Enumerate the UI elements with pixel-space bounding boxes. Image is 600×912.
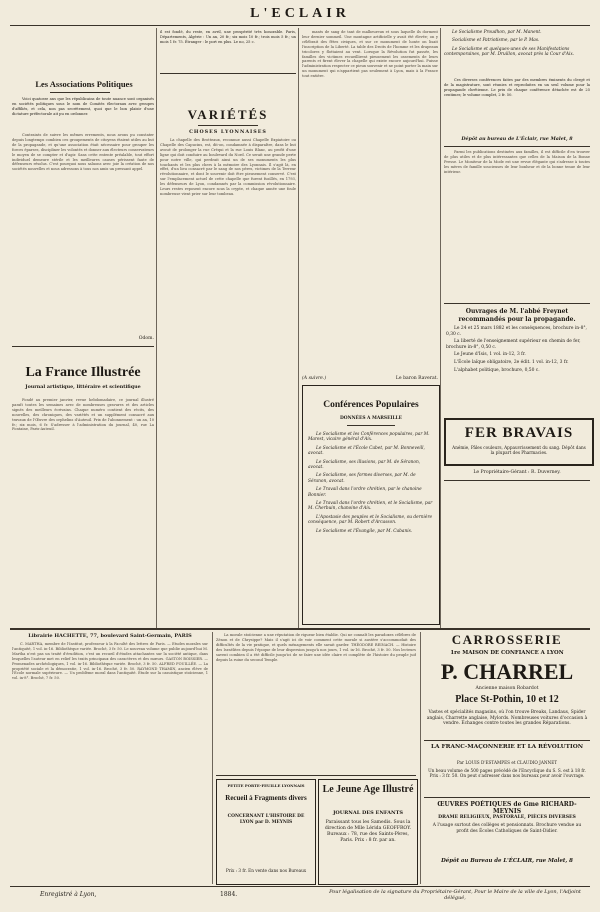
ad-body: Fondé au premier janvier, revue hebdomadaire, ce journal illustré paraît toutes les semaines avec de nombreuses gravures et des articles signés des meilleurs écrivains. Chaque numéro contient des récits, des nouvelles, des chroniques, des variétés et un supplément consacré aux travaux de l'Œuvre des orphelins d'Auteuil. Prix de l'abonnement : un an, 10 fr.; six mois, 6 fr. S'adresser à l'administration du journal, 40, rue La Fontaine, Paris-Auteuil. [12,398,154,432]
franc-maconnerie-title: LA FRANC-MAÇONNERIE ET LA RÉVOLUTION [430,744,584,750]
section-rule [160,73,296,74]
carrosserie-address: Place St-Pothin, 10 et 12 [455,694,559,705]
column-divider [440,28,441,628]
article-intro: Voici quatorze ans que les républicains de toute nuance sont organisés en sociétés politiques sous le nom de Comités électoraux avec groupes d'affiliés, et cela, non pas secrètement, quoi que le bon plaisir d'une dictature préfectorale ait pu en ordonner. [12,97,154,116]
footer-rule [10,886,590,887]
list-item: L'alphabet politique, brochure, 0,50 c. [454,367,540,373]
list-item: L'École laïque obligatoire, 2e édit. 1 vol. in-12, 3 fr. [454,359,569,365]
oeuvres-depot: Dépôt au Bureau de L'ÉCLAIR, rue Malet, 8 [441,858,573,864]
section-rule [444,146,590,147]
library-header: Librairie HACHETTE, 77, boulevard Saint-Germain, PARIS [28,633,192,639]
ouvrages-list [446,326,588,375]
section-rule [424,740,590,741]
carrosserie-name: P. CHARREL [440,659,574,684]
conferences-subtitle: DONNÉES A MARSEILLE [340,416,402,421]
column-divider [420,632,421,884]
jeune-age-title: Le Jeune Age Illustré [322,784,414,795]
note-body: Parmi les publications destinées aux familles, il est difficile d'en trouver de plus utiles et de plus intéressantes que celles de la Maison de la Bonne Presse. Le Moniteur de la Mode est une revue élégante qui s'adresse à toutes les mères de famille soucieuses de leur bonheur et de la bonne tenue de leur intérieur. [444,150,590,174]
page-masthead: L'ECLAIR [250,6,350,21]
list-item: La liberté de l'enseignement supérieur en chemin de fer, brochure in-8°, 0,50 c. [446,339,581,350]
section-rule [444,303,590,304]
library-body: C. MARTHA, membre de l'Institut, professeur à la Faculté des lettres de Paris. — Études morales sur l'antiquité, 1 vol. in-16. Bibliothèque variée. Broché, 3 fr. 50. Le nouveau volume que publie aujourd'hui M. Martha n'est pas un traité d'érudition, c'est un recueil d'études attachantes sur la société antique, dans lesquelles l'auteur met en relief les traits principaux des caractères et des mœurs. GASTON BOISSIER. — Promenades archéologiques, 1 vol. in-16. Bibliothèque variée. Broché, 3 fr. 50. ALFRED FOUILLÉE. — La propriété sociale et la démocratie, 1 vol. in-16. Broché, 3 fr. 50. RAYMOND THAMIN, ancien élève de l'École normale supérieure. — Un problème moral dans l'antiquité. Étude sur la casuistique stoïcienne, 1 vol. in-8°. Broché, 7 fr. 50. [12,642,208,681]
section-heading: VARIÉTÉS [187,107,269,122]
oeuvres-title: ŒUVRES POÉTIQUES de Gme RICHARD-MEYNIS [437,801,577,815]
footer-year: 1884. [220,891,238,898]
ouvrages-title: Ouvrages de M. l'abbé Freynet recommandés pour la propagande. [458,308,576,323]
list-item: Le Socialisme et les Conférences populaires, par M. Marest, vicaire général d'Aix. [308,432,430,443]
section-rule [444,480,590,481]
list-item: Le Travail dans l'ordre chrétien, et le Socialisme, par M. Cherbuin, chanoine d'Aix. [308,501,433,512]
jeune-age-subtitle: JOURNAL DES ENFANTS [333,810,403,816]
subscription-info: il est fondé, du reste, en avril, une prospérité très honorable. Paris, Départements, Algérie : Un an, 20 fr.; six mois 10 fr.; trois mois 5 fr.; un mois 1 fr. 75. Étranger : le port en plus. Le no, 25 c. [160,30,296,44]
list-item: Le Socialisme, ses formes diverses, par M. de Séranon, avocat. [308,473,416,484]
to-be-continued: (A suivre.) [302,376,327,381]
jeune-age-body: Paraissant tous les Samedis. Sous la direction de Mlle Lérida GEOFFROY. Bureaux : 78, rue des Saints-Pères, Paris. Prix : 8 fr. par an. [324,820,412,843]
bottom-section-rule [10,628,590,630]
footer-legalisation: Pour légalisation de la signature du Propriétaire-Gérant, Pour le Maire de la ville de Lyon, l'Adjoint délégué, [329,889,581,902]
recueil-price: Prix : 3 fr. En vente dans nos Bureaux [225,868,307,873]
carrosserie-subtitle: 1re MAISON DE CONFIANCE A LYON [450,650,564,656]
carrosserie-title: CARROSSERIE [451,632,563,647]
section-rule [216,775,416,776]
conferences-description: Ces diverses conférences faites par des membres éminents du clergé et de la magistrature, sont réunies et reproduites en un seul volume pour la propagande chrétienne. Le prix de chaque conférence détachée est de 25 centimes; le volume complet, 2 fr. 50. [444,78,590,97]
ad-subtitle: Journal artistique, littéraire et scientifique [25,384,141,390]
article-body: Contraints de suivre les mêmes errements, nous avons pu constater depuis longtemps combien ces groupements de citoyens étaient utiles au but de la propagande, et qu'une association était nécessaire pour grouper les forces éparses, discipliner les volontés et donner aux électeurs conservateurs le moyen de se compter et d'agir. Sans cette entente préalable, tout effort individuel demeure stérile et les meilleures causes périssent faute de défenseurs résolus. C'est pourquoi nous saluons avec joie la création de nos sociétés nouvelles et nous adressons à tous nos amis un pressant appel. [12,133,154,172]
section-rule [424,797,590,798]
recueil-subtitle: CONCERNANT L'HISTOIRE DE LYON par D. MEYNIS [227,814,305,825]
article-signature: Odom. [138,336,154,341]
depot-notice: Dépôt au bureau de L'Éclair, rue Malet, 8 [461,136,573,142]
conferences-title: Conférences Populaires [323,400,419,410]
list-item: Le Socialisme Proudhon, par M. Manent. [452,30,542,35]
fer-bravais-title: FER BRAVAIS [464,425,574,441]
article-heading: Les Associations Politiques [35,79,133,89]
heading-rule [347,425,395,426]
franc-maconnerie-body: Un beau volume de 500 pages précédé de l'Encyclique du S. S. est à 18 fr. Prix : 3 fr. 50. On peut s'adresser dans nos bureaux pour avoir l'ouvrage. [428,768,586,779]
carrosserie-body: Vastes et spécialités magasins, où l'on trouve Breaks, Landaus, Spider anglais, Charrette anglaise, Mylords. Nombreuses voitures d'occasion à vendre. Échanges contre toutes les grandes Réparations. [426,710,588,727]
list-item: L'Apostasie des peuples et le Socialisme, ou dernière conséquence, par M. Robert d'Arcasson. [308,514,433,526]
library-continued: La morale stoïcienne a une réputation de rigueur bien établie. Qui ne connaît les paradoxes célèbres de Zénon et de Chrysippe? Mais il s'agit ici de voir comment cette morale si austère s'accommodait des difficultés de la vie pratique, et quels ménagements elle savait garder. THÉODORE REINACH. — Histoire des Israélites depuis l'époque de leur dispersion jusqu'à nos jours, 1 vol. in-16. Broché, 3 fr. 50. Nos lecteurs savent combien il a été difficile jusqu'ici de se faire une idée claire et complète de l'histoire du peuple juif depuis la ruine du second Temple. [216,633,416,662]
conferences-list [308,432,434,537]
franc-maconnerie-authors: Par LOUIS D'ESTAMPES et CLAUDIO JANNET [456,760,558,765]
column-divider [298,28,299,628]
column-divider [212,632,213,884]
conferences-box [302,385,440,625]
list-item: Le Socialisme et l'École Cabet, par M. Bonneveill, avocat. [308,445,425,457]
section-subheading: CHOSES LYONNAISES [189,129,267,135]
heading-rule [50,92,110,93]
carrosserie-former: Ancienne maison Robardot [475,686,539,691]
list-item: Le Socialisme et l'Évangile, par M. Cabanis. [316,528,413,534]
ad-title: La France Illustrée [25,365,141,380]
list-item: Socialisme et Patriotisme, par le P. Mas. [452,38,540,44]
footer-registration: Enregistré à Lyon, [40,891,97,898]
oeuvres-body: A l'usage surtout des collèges et pensionnats. Brochure vendue au profit des Écoles Catholiques de Saint-Didier. [432,823,582,834]
list-item: Le Socialisme et quelques-unes de ses Manifestations contemporaines, par M. Druillon, avocat près la Cour d'Aix. [444,46,575,58]
list-item: Le Jeune d'Isis, 1 vol. in-12, 3 fr. [454,352,526,358]
list-item: Le Socialisme, ses illusions, par M. de Séranon, avocat. [308,459,421,471]
heading-rule [198,125,258,126]
article-author: Le baron Raverat. [395,376,438,381]
recueil-ad [216,779,316,885]
list-item: Le 24 et 25 mars 1882 et les conséquences, brochure in-8°, 0,30 c. [446,326,587,337]
section-rule [12,346,154,347]
conferences-list-continued [444,30,590,61]
recueil-title: Recueil à Fragments divers [225,794,307,802]
column-body: mants de sang de tant de malheureux et sous laquelle ils dorment leur dernier sommeil. Une montagne artificielle y avait été élevée; on y célébrait des fêtes civiques, et sur ce monument de honte on lisait l'inscription de la Liberté. La table des Droits de l'homme et les drapeaux tricolores y flottaient au vent. Lorsque la Révolution fut passée, les familles des victimes recueillirent pieusement les ossements de leurs parents et firent élever la chapelle qui existe encore aujourd'hui. Puisse l'administration respecter ce pieux souvenir et ne point porter la main sur un monument qui n'appartient pas seulement à Lyon, mais à la France tout entière. [302,30,438,79]
jeune-age-ad [318,779,418,885]
recueil-header: PETITE PORTE-FEUILLE LYONNAIS [227,783,305,788]
variety-body: La chapelle des Brotteaux, reconnue aussi Chapelle Expiatoire ou Chapelle des Capucins, est, dit-on, condamnée à disparaître, dans le but avoué de prolonger la rue Créqui et la rue Louis Blanc, au profit d'une ligne qui doit conduire au boulevard du Nord. Ce serait une grande perte pour notre ville, qui perdrait ainsi un de ses monuments les plus touchants et les plus chers à la mémoire des Lyonnais. Il s'agit là, en effet, d'un lieu consacré par le sang de nos pères, victimes de la Terreur révolutionnaire, et dont le souvenir doit être pieusement conservé. C'est sur l'emplacement actuel de cette chapelle que furent fusillés, en 1793, les défenseurs de Lyon, condamnés par la commission révolutionnaire. Leurs restes reposent encore sous la crypte, et chaque année une foule nombreuse vient prier sur leur tombeau. [160,138,296,196]
list-item: Le Travail dans l'ordre chrétien, par le chanoine Bonnier. [308,487,422,498]
oeuvres-subtitle: DRAME RELIGIEUX, PASTORALE, PIÈCES DIVERSES [438,815,576,820]
fer-bravais-body: Anémie, Pâles couleurs, Appauvrissement du sang. Dépôt dans la plupart des Pharmacies. [452,445,586,456]
fer-bravais-ad [444,418,594,466]
header-rule [10,25,590,26]
proprietor-notice: Le Propriétaire-Gérant : R. Duverney. [473,470,561,475]
column-divider [156,28,157,628]
